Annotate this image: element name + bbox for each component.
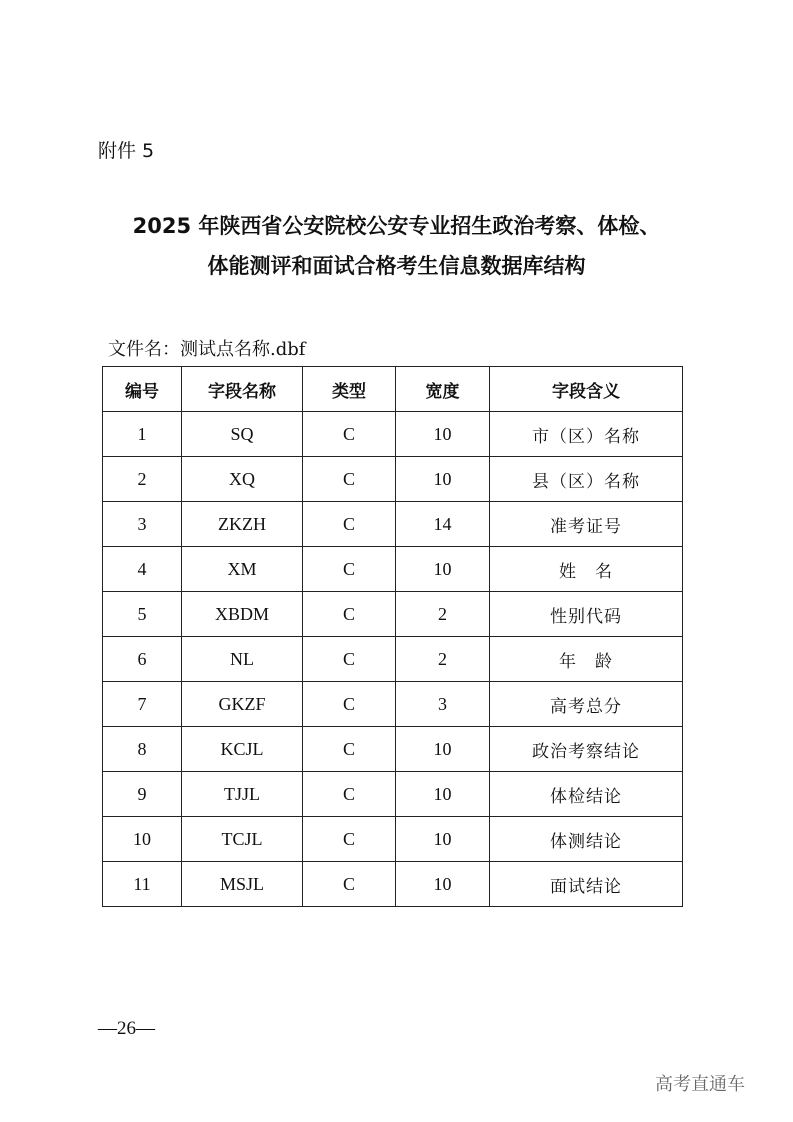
cell-meaning: 性别代码 [490, 592, 683, 637]
file-name-label: 文件名：测试点名称.dbf [108, 339, 306, 360]
cell-width: 10 [396, 412, 490, 457]
cell-number: 4 [103, 547, 182, 592]
table-row [103, 592, 683, 637]
cell-number: 5 [103, 592, 182, 637]
cell-field-name: SQ [182, 412, 303, 457]
document-title-line-2: 体能测评和面试合格考生信息数据库结构 [207, 254, 586, 278]
cell-width: 10 [396, 727, 490, 772]
cell-number: 9 [103, 772, 182, 817]
cell-type: C [303, 547, 396, 592]
cell-width: 14 [396, 502, 490, 547]
cell-number: 8 [103, 727, 182, 772]
cell-type: C [303, 817, 396, 862]
table-row [103, 682, 683, 727]
cell-meaning: 体测结论 [490, 817, 683, 862]
table-row [103, 412, 683, 457]
cell-number: 6 [103, 637, 182, 682]
cell-field-name: XQ [182, 457, 303, 502]
cell-type: C [303, 502, 396, 547]
header-width: 宽度 [396, 367, 490, 412]
cell-meaning: 高考总分 [490, 682, 683, 727]
cell-number: 7 [103, 682, 182, 727]
cell-number: 1 [103, 412, 182, 457]
cell-meaning: 姓 名 [490, 547, 683, 592]
cell-number: 2 [103, 457, 182, 502]
cell-meaning: 面试结论 [490, 862, 683, 907]
cell-type: C [303, 457, 396, 502]
cell-width: 3 [396, 682, 490, 727]
cell-meaning: 市（区）名称 [490, 412, 683, 457]
cell-meaning: 县（区）名称 [490, 457, 683, 502]
cell-field-name: XBDM [182, 592, 303, 637]
page-number: —26— [98, 1018, 155, 1039]
cell-meaning: 体检结论 [490, 772, 683, 817]
watermark: 高考直通车 [655, 1074, 745, 1095]
cell-type: C [303, 592, 396, 637]
cell-number: 10 [103, 817, 182, 862]
attachment-label: 附件 5 [98, 140, 155, 162]
cell-width: 10 [396, 772, 490, 817]
cell-width: 2 [396, 592, 490, 637]
table-row [103, 727, 683, 772]
cell-field-name: NL [182, 637, 303, 682]
cell-width: 10 [396, 817, 490, 862]
cell-meaning: 准考证号 [490, 502, 683, 547]
header-meaning: 字段含义 [490, 367, 683, 412]
cell-field-name: TCJL [182, 817, 303, 862]
cell-field-name: KCJL [182, 727, 303, 772]
cell-type: C [303, 772, 396, 817]
table-row [103, 547, 683, 592]
cell-number: 11 [103, 862, 182, 907]
cell-width: 10 [396, 457, 490, 502]
cell-type: C [303, 682, 396, 727]
table-body [103, 412, 683, 907]
cell-field-name: XM [182, 547, 303, 592]
cell-field-name: MSJL [182, 862, 303, 907]
table-row [103, 817, 683, 862]
cell-width: 10 [396, 547, 490, 592]
cell-type: C [303, 862, 396, 907]
cell-type: C [303, 727, 396, 772]
cell-field-name: GKZF [182, 682, 303, 727]
cell-number: 3 [103, 502, 182, 547]
cell-width: 2 [396, 637, 490, 682]
table-row [103, 862, 683, 907]
header-type: 类型 [303, 367, 396, 412]
document-title-line-1: 2025 年陕西省公安院校公安专业招生政治考察、体检、 [132, 214, 661, 238]
cell-field-name: TJJL [182, 772, 303, 817]
cell-meaning: 年 龄 [490, 637, 683, 682]
table-row [103, 637, 683, 682]
database-structure-table [102, 366, 683, 907]
cell-type: C [303, 637, 396, 682]
cell-meaning: 政治考察结论 [490, 727, 683, 772]
table-header-row [103, 367, 683, 412]
cell-field-name: ZKZH [182, 502, 303, 547]
table-row [103, 502, 683, 547]
header-number: 编号 [103, 367, 182, 412]
table-row [103, 457, 683, 502]
table-row [103, 772, 683, 817]
cell-type: C [303, 412, 396, 457]
cell-width: 10 [396, 862, 490, 907]
header-field-name: 字段名称 [182, 367, 303, 412]
